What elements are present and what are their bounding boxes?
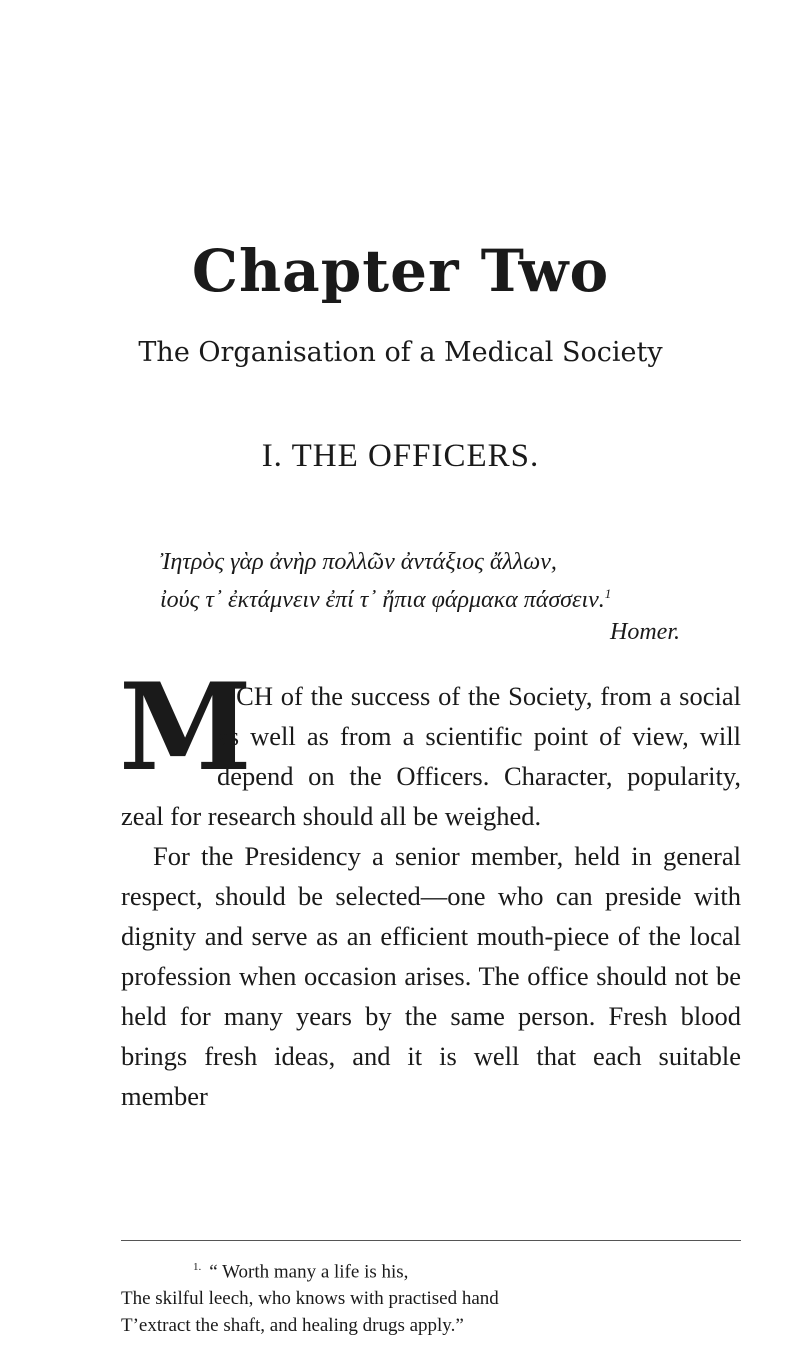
epigraph-attribution: Homer. — [610, 619, 680, 645]
footnote — [121, 1254, 741, 1339]
epigraph-line-2-text: ἰούς τ᾽ ἐκτάμνειν ἐπί τ᾽ ἤπια φάρμακα πάσσειν. — [160, 587, 605, 613]
footnote-marker: 1. — [193, 1261, 202, 1273]
epigraph-line-1: Ἰητρὸς γὰρ ἀνὴρ πολλῶν ἀντάξιος ἄλλων, — [160, 549, 557, 575]
footnote-line-1 — [121, 1254, 741, 1285]
chapter-subtitle: The Organisation of a Medical Society — [138, 337, 663, 368]
body-text — [119, 657, 741, 1116]
paragraph-1-text: UCH of the success of the Society, from a social as well as from a scientific point of view, will depend on the Officers. Character, popularity, zeal for research should all be weighed. — [121, 681, 741, 831]
paragraph-1 — [119, 657, 741, 836]
drop-cap: M — [119, 657, 252, 798]
footnote-line-1-text: “ Worth many a life is his, — [209, 1261, 409, 1283]
epigraph — [160, 546, 680, 648]
footnote-reference: 1 — [604, 586, 612, 601]
section-heading: I. THE OFFICERS. — [261, 438, 540, 474]
epigraph-line-2 — [160, 578, 680, 616]
footnote-line-3: T’extract the shaft, and healing drugs apply.” — [121, 1315, 464, 1337]
paragraph-2: For the Presidency a senior member, held in general respect, should be selected—one who can preside with dignity and serve as an efficient mouth-piece of the local profession when occasion arises. The office should not be held for many years by the same person. Fresh blood brings fresh ideas, and it is well that each suitable member — [121, 841, 741, 1111]
chapter-title: Chapter Two — [191, 237, 610, 305]
footnote-divider — [121, 1240, 741, 1241]
footnote-line-2: The skilful leech, who knows with practised hand — [121, 1288, 499, 1310]
